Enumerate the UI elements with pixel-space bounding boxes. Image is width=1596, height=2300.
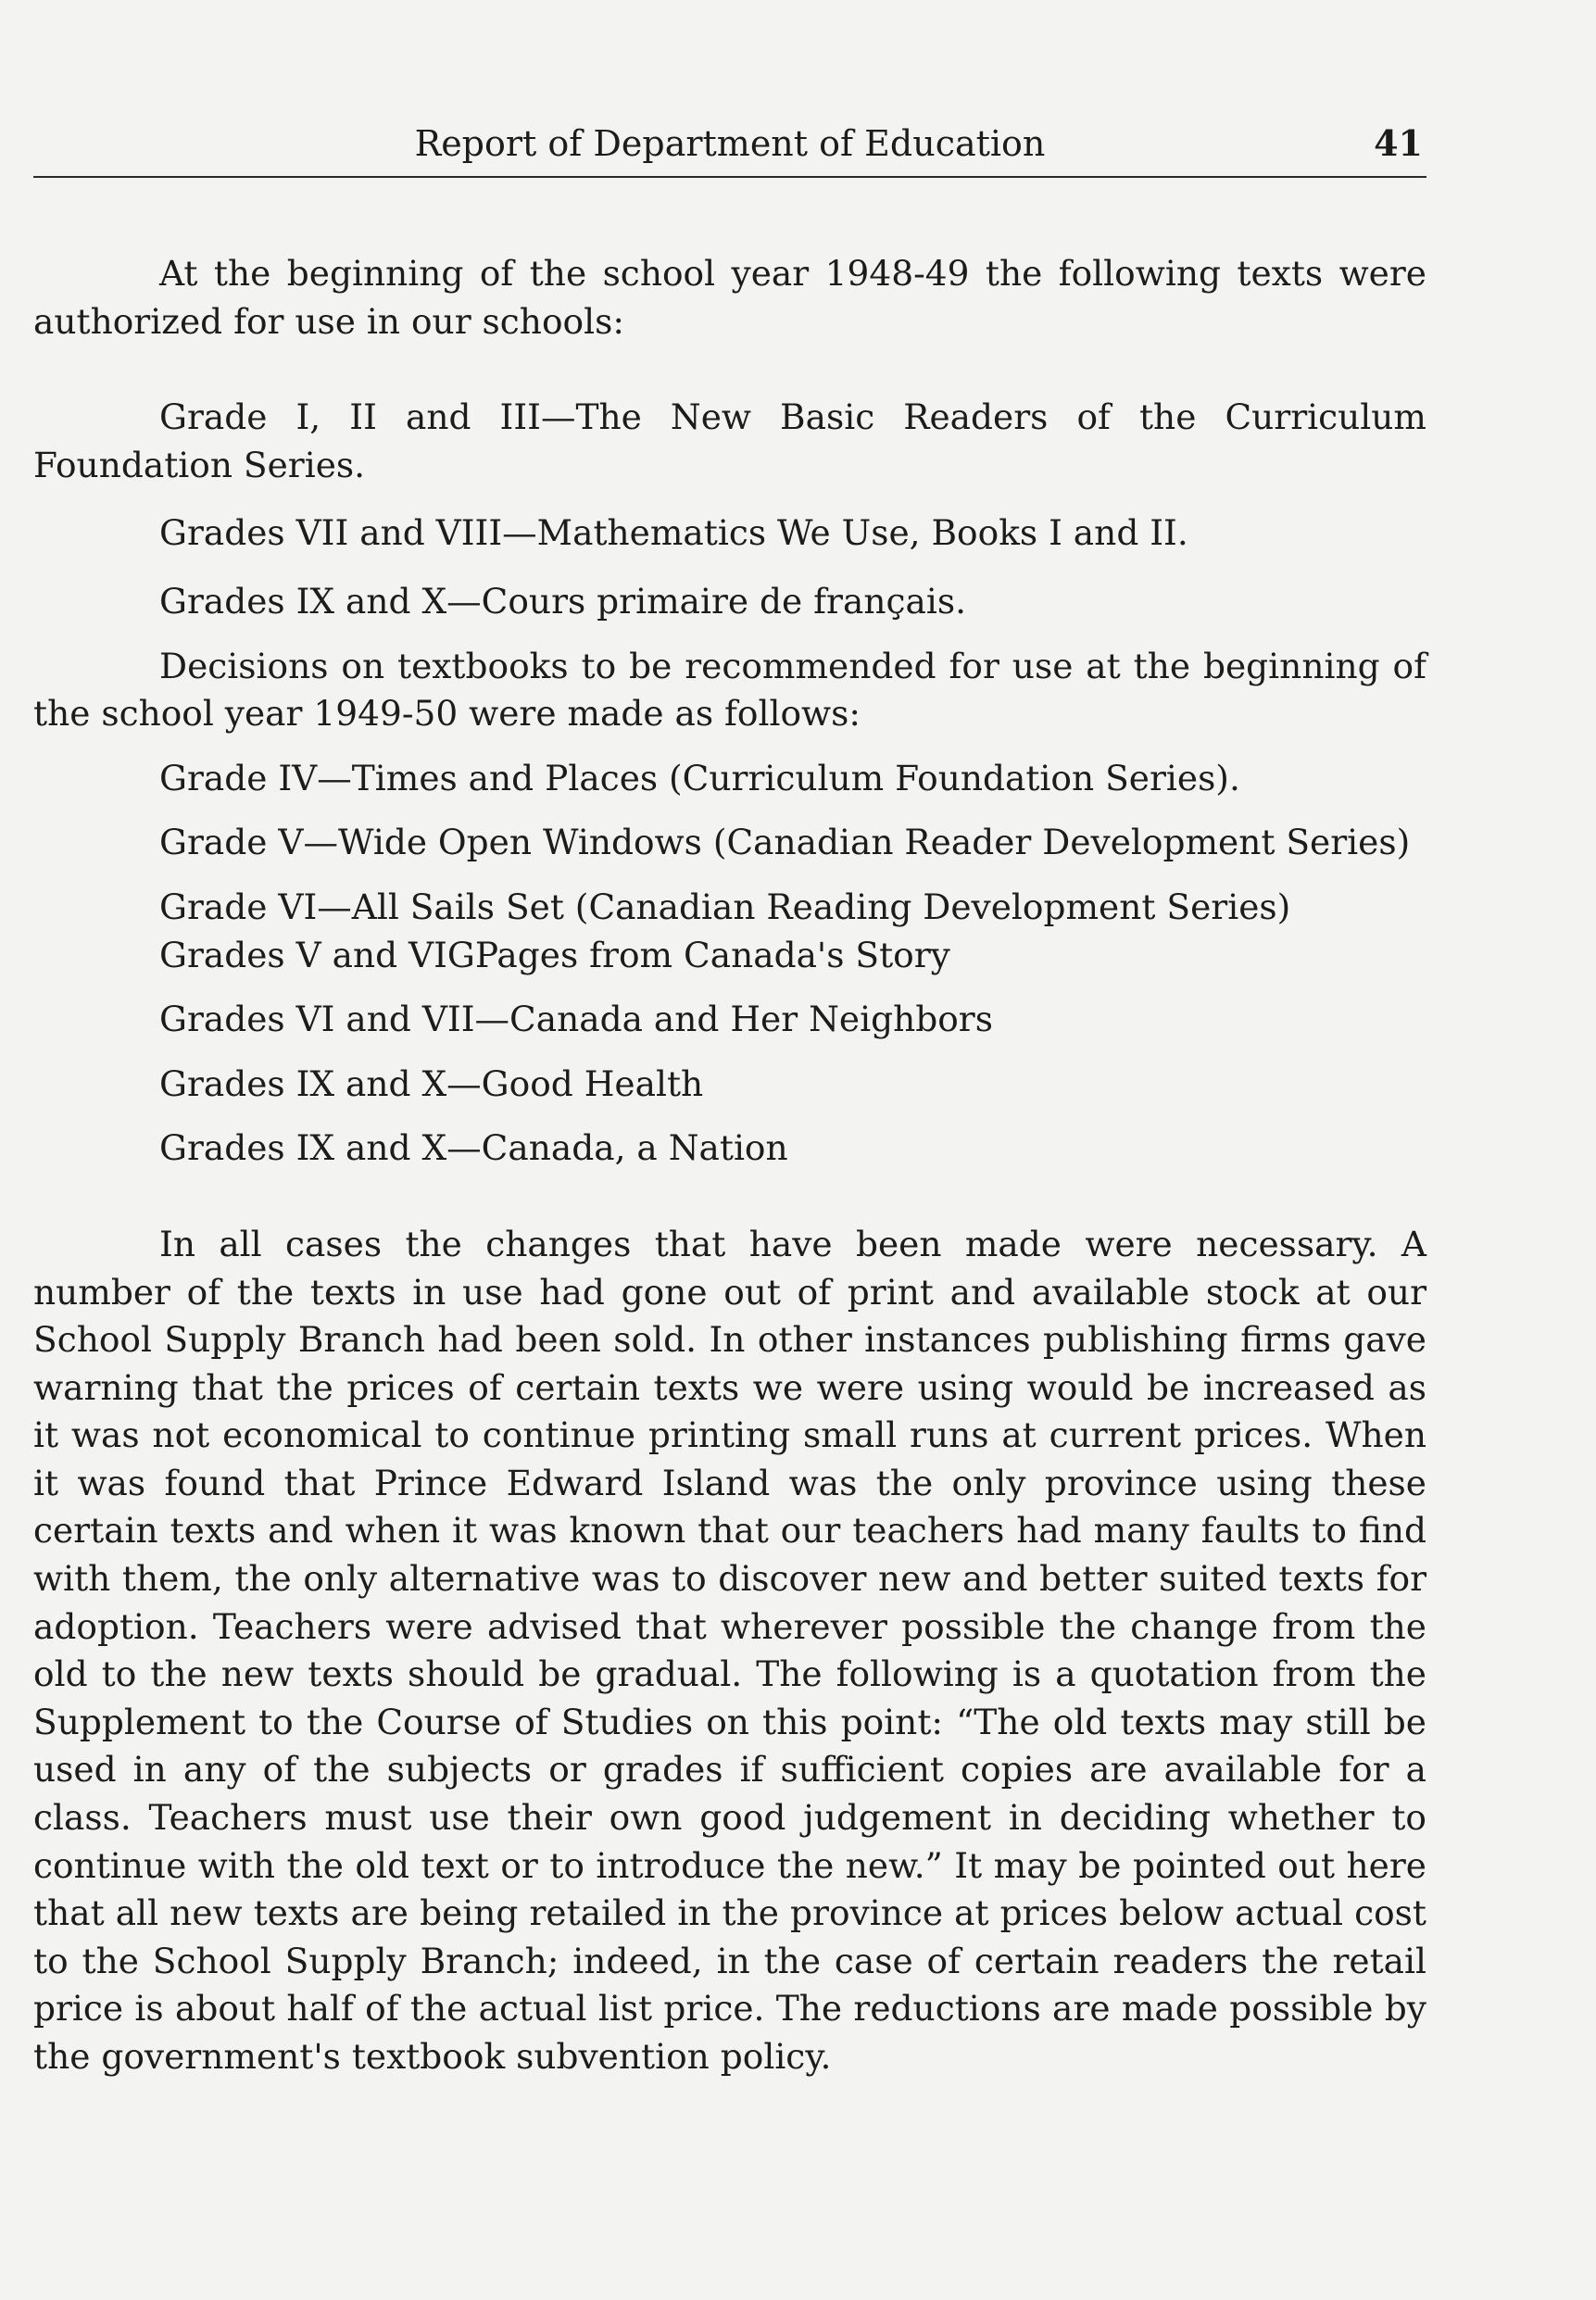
recommended-item: Grades IX and X—Good Health [159, 1062, 704, 1104]
recommended-item: Grades V and VIGPages from Canada's Story [159, 934, 950, 975]
authorized-item: Grades VII and VIII—Mathematics We Use, Books I and II. [159, 512, 1188, 554]
intro-paragraph: At the beginning of the school year 1948-49 the following texts were authorized for use in our schools: [33, 253, 1426, 342]
recommended-item: Grade V—Wide Open Windows (Canadian Reader Development Series) [159, 822, 1411, 863]
recommended-item: Grade VI—All Sails Set (Canadian Reading Development Series) [159, 886, 1291, 927]
running-title: Report of Department of Education [414, 123, 1046, 164]
authorized-item: Grades IX and X—Cours primaire de français. [159, 580, 966, 622]
authorized-item: Grade I, II and III—The New Basic Readers of the Curriculum Foundation Series. [33, 396, 1426, 485]
body-text [33, 250, 1426, 2081]
page-number: 41 [1374, 122, 1423, 164]
recommended-item: Grade IV—Times and Places (Curriculum Foundation Series). [159, 757, 1240, 798]
recommended-item: Grades VI and VII—Canada and Her Neighbors [159, 999, 993, 1040]
decisions-paragraph: Decisions on textbooks to be recommended for use at the beginning of the school year 1949-50 were made as follows: [33, 645, 1426, 735]
closing-paragraph: In all cases the changes that have been made were necessary. A number of the texts in use had gone out of print and available stock at our School Supply Branch had been sold. In other instances publishing firms gave warning that the prices of certain texts we were using would be increased as it was not economical to continue printing small runs at current prices. When it was found that Prince Edward Island was the only province using these certain texts and when it was known that our teachers had many faults to find with them, the only alternative was to discover new and better suited texts for adoption. Teachers were advised that wherever possible the change from the old to the new texts should be gradual. The following is a quotation from the Supplement to the Course of Studies on this point: “The old texts may still be used in any of the subjects or grades if sufficient copies are available for a class. Teachers must use their own good judgement in deciding whether to continue with the old text or to introduce the new.” It may be pointed out here that all new texts are being retailed in the province at prices below actual cost to the School Supply Branch; indeed, in the case of certain readers the retail price is about half of the actual list price. The reductions are made possible by the government's textbook subvention policy. [33, 1223, 1426, 2077]
recommended-item: Grades IX and X—Canada, a Nation [159, 1127, 788, 1169]
page-header [33, 119, 1426, 178]
